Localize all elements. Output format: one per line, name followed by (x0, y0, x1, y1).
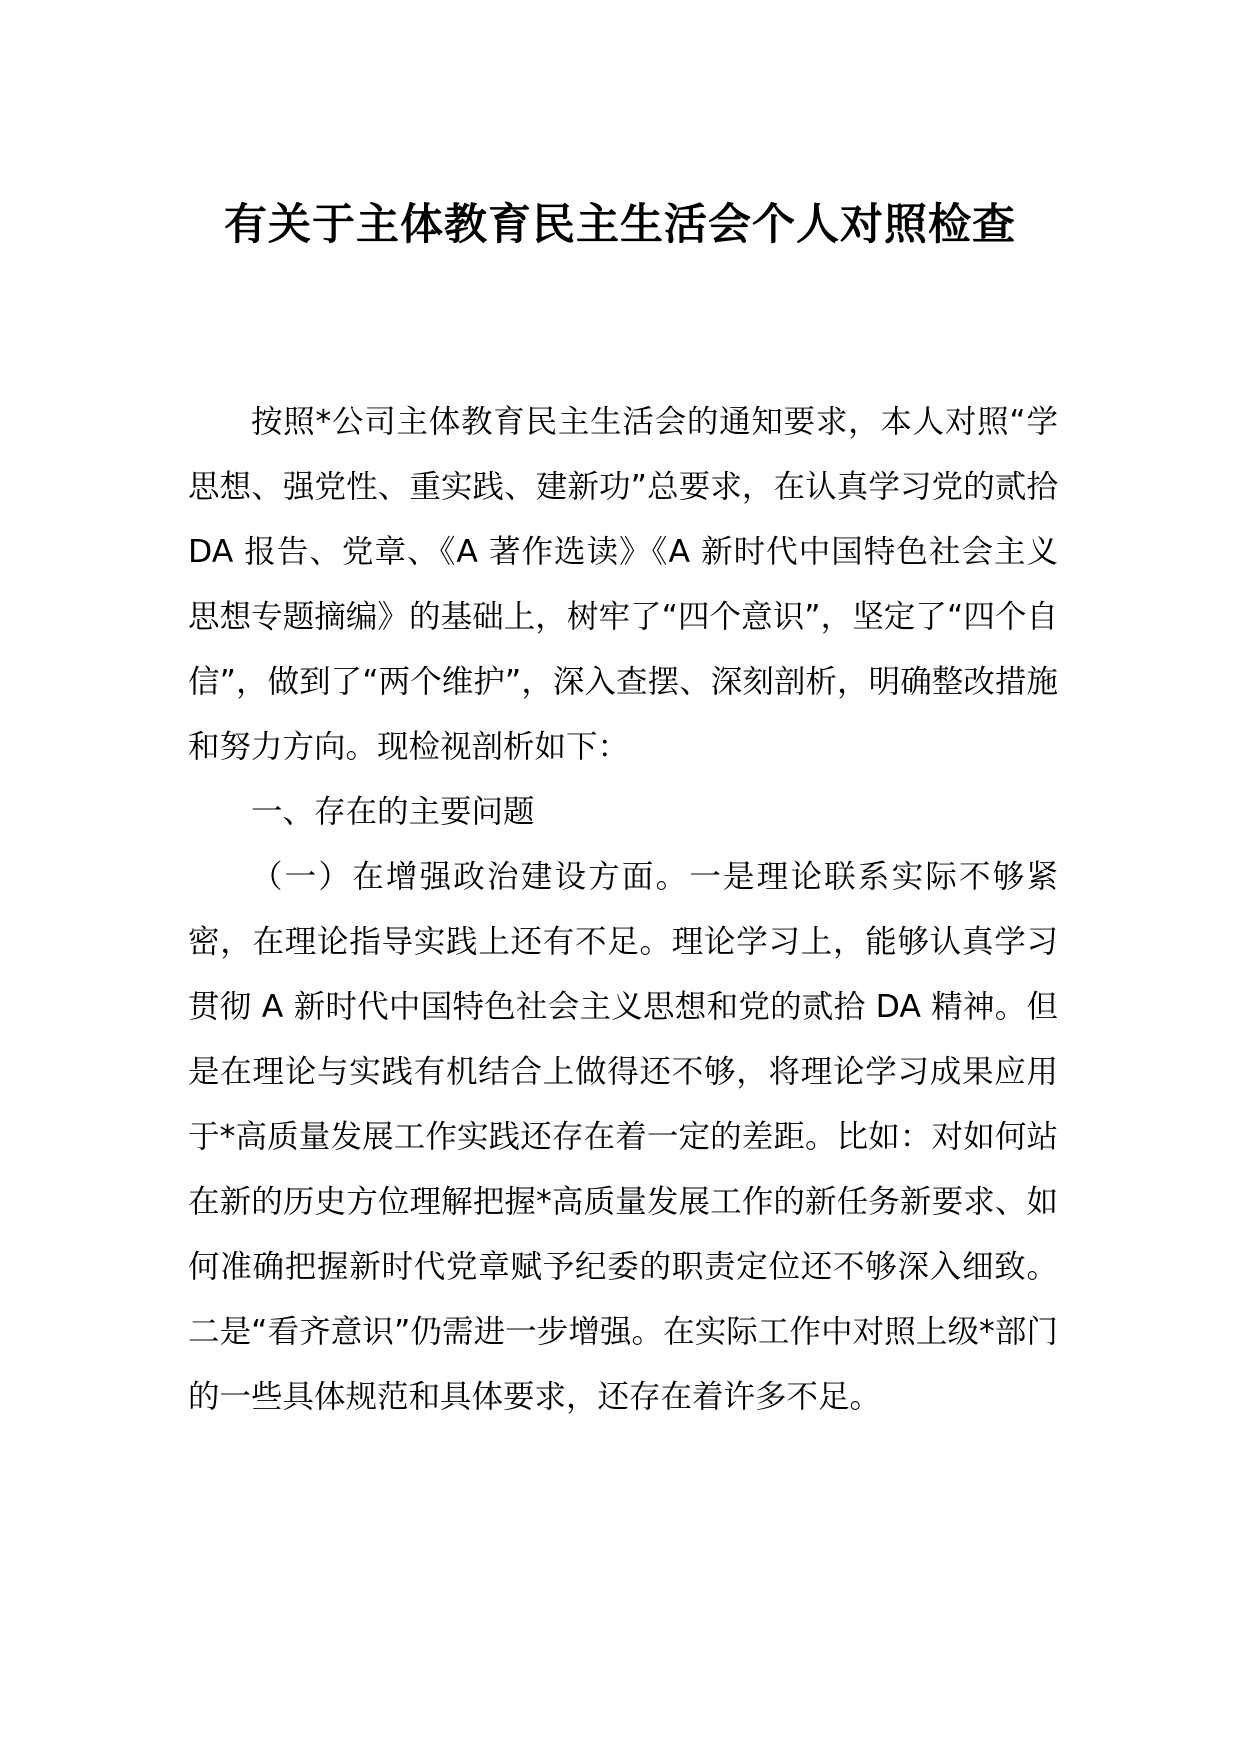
document-body (188, 390, 1058, 1430)
section-heading: 一、存在的主要问题 (251, 794, 535, 830)
intro-paragraph: 按照*公司主体教育民主生活会的通知要求，本人对照“学思想、强党性、重实践、建新功”总要求，在认真学习党的贰拾 DA 报告、党章、《A 著作选读》《A 新时代中国特色社会主义思想专题摘编》的基础上，树牢了“四个意识”，坚定了“四个自信”，做到了“两个维护”，深入查摆、深刻剖析，明确整改措施和努力方向。现检视剖析如下： (188, 404, 1058, 765)
problem-paragraph: （一）在增强政治建设方面。一是理论联系实际不够紧密，在理论指导实践上还有不足。理论学习上，能够认真学习贯彻 A 新时代中国特色社会主义思想和党的贰拾 DA 精神。但是在理论与实践有机结合上做得还不够，将理论学习成果应用于*高质量发展工作实践还存在着一定的差距。比如：对如何站在新的历史方位理解把握*高质量发展工作的新任务新要求、如何准确把握新时代党章赋予纪委的职责定位还不够深入细致。二是“看齐意识”仍需进一步增强。在实际工作中对照上级*部门的一些具体规范和具体要求，还存在着许多不足。 (188, 859, 1058, 1415)
document-title: 有关于主体教育民主生活会个人对照检查 (224, 200, 1016, 250)
